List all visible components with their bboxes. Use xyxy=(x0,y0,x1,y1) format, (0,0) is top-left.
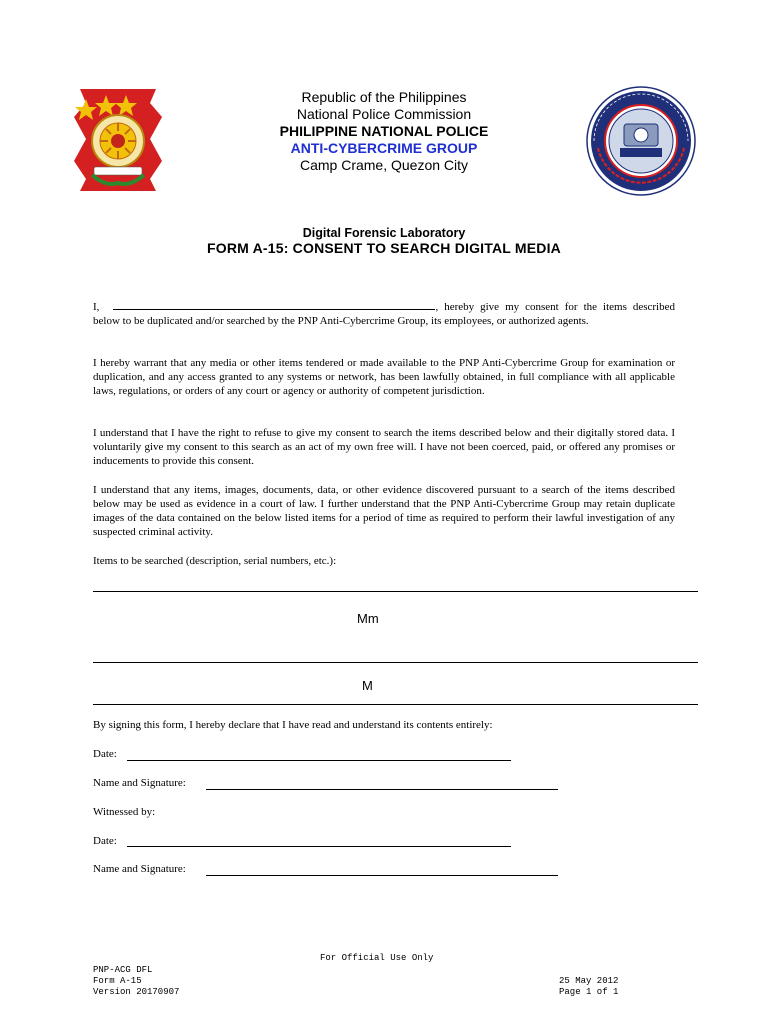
consent-prefix: I, xyxy=(93,301,100,313)
letterhead-acg: ANTI-CYBERCRIME GROUP xyxy=(290,140,478,156)
consent-text: , hereby give my consent for the items described below to be duplicated and/or searched by the PNP Anti-Cybercrime Group, its employees, or authorized agents. xyxy=(93,301,675,327)
witness-date-field[interactable] xyxy=(127,846,511,847)
items-line-1[interactable] xyxy=(93,591,698,592)
evidence-paragraph: I understand that any items, images, documents, data, or other evidence discovered pursuant to a search of the items described below may be used as evidence in a court of law. I further understand that the PNP Anti-Cybercrime Group may retain duplicate images of the data contained on the below listed items for a period of time as required to perform their lawful investigation of any suspected criminal activity. xyxy=(93,484,675,538)
date-field[interactable] xyxy=(127,760,511,761)
handwritten-entry-1: Mm xyxy=(357,611,379,626)
letterhead-commission: National Police Commission xyxy=(296,106,472,122)
name-signature-label: Name and Signature: xyxy=(93,777,186,789)
letterhead xyxy=(200,89,568,174)
footer-form: Form A-15 xyxy=(93,976,142,986)
warranty-paragraph: I hereby warrant that any media or other items tendered or made available to the PNP Anti-Cybercrime Group for examination or duplication, and any access granted to any systems or network, has been lawfully obtained, in full compliance with all applicable laws, regulations, or orders of any court or agency or authority of competent jurisdiction. xyxy=(93,357,675,397)
footer-page: Page 1 of 1 xyxy=(559,987,619,997)
consent-paragraph xyxy=(93,299,675,328)
official-use-notice: For Official Use Only xyxy=(320,953,434,963)
form-title: FORM A-15: CONSENT TO SEARCH DIGITAL MEDIA xyxy=(206,240,561,256)
handwritten-entry-2: M xyxy=(362,678,373,693)
footer-code: PNP-ACG DFL xyxy=(93,965,153,975)
letterhead-address: Camp Crame, Quezon City xyxy=(299,157,469,173)
date-label: Date: xyxy=(93,748,117,760)
form-title-block xyxy=(100,226,668,257)
consent-name-blank[interactable] xyxy=(113,299,435,310)
acg-seal-logo xyxy=(584,86,698,196)
pnp-badge-logo xyxy=(66,83,170,195)
witness-name-signature-label: Name and Signature: xyxy=(93,863,186,875)
name-signature-field[interactable] xyxy=(206,789,558,790)
items-label: Items to be searched (description, serial numbers, etc.): xyxy=(93,555,337,567)
footer-date: 25 May 2012 xyxy=(559,976,619,986)
witness-name-signature-field[interactable] xyxy=(206,875,558,876)
footer-page-info xyxy=(559,976,618,998)
lab-name: Digital Forensic Laboratory xyxy=(302,226,466,240)
witness-date-label: Date: xyxy=(93,835,117,847)
footer-version: Version 20170907 xyxy=(93,987,180,997)
rights-paragraph: I understand that I have the right to refuse to give my consent to search the items described below and their digitally stored data. I voluntarily give my consent to this search as an act of my own free will. I have not been coerced, paid, or offered any promises or inducements to provide this consent. xyxy=(93,427,675,467)
items-line-3[interactable] xyxy=(93,704,698,705)
witnessed-label: Witnessed by: xyxy=(93,806,156,818)
footer-doc-info xyxy=(93,965,179,998)
letterhead-republic: Republic of the Philippines xyxy=(301,89,467,105)
declaration-text: By signing this form, I hereby declare that I have read and understand its contents entirely: xyxy=(93,719,493,731)
letterhead-pnp: PHILIPPINE NATIONAL POLICE xyxy=(279,123,489,139)
items-line-2[interactable] xyxy=(93,662,698,663)
